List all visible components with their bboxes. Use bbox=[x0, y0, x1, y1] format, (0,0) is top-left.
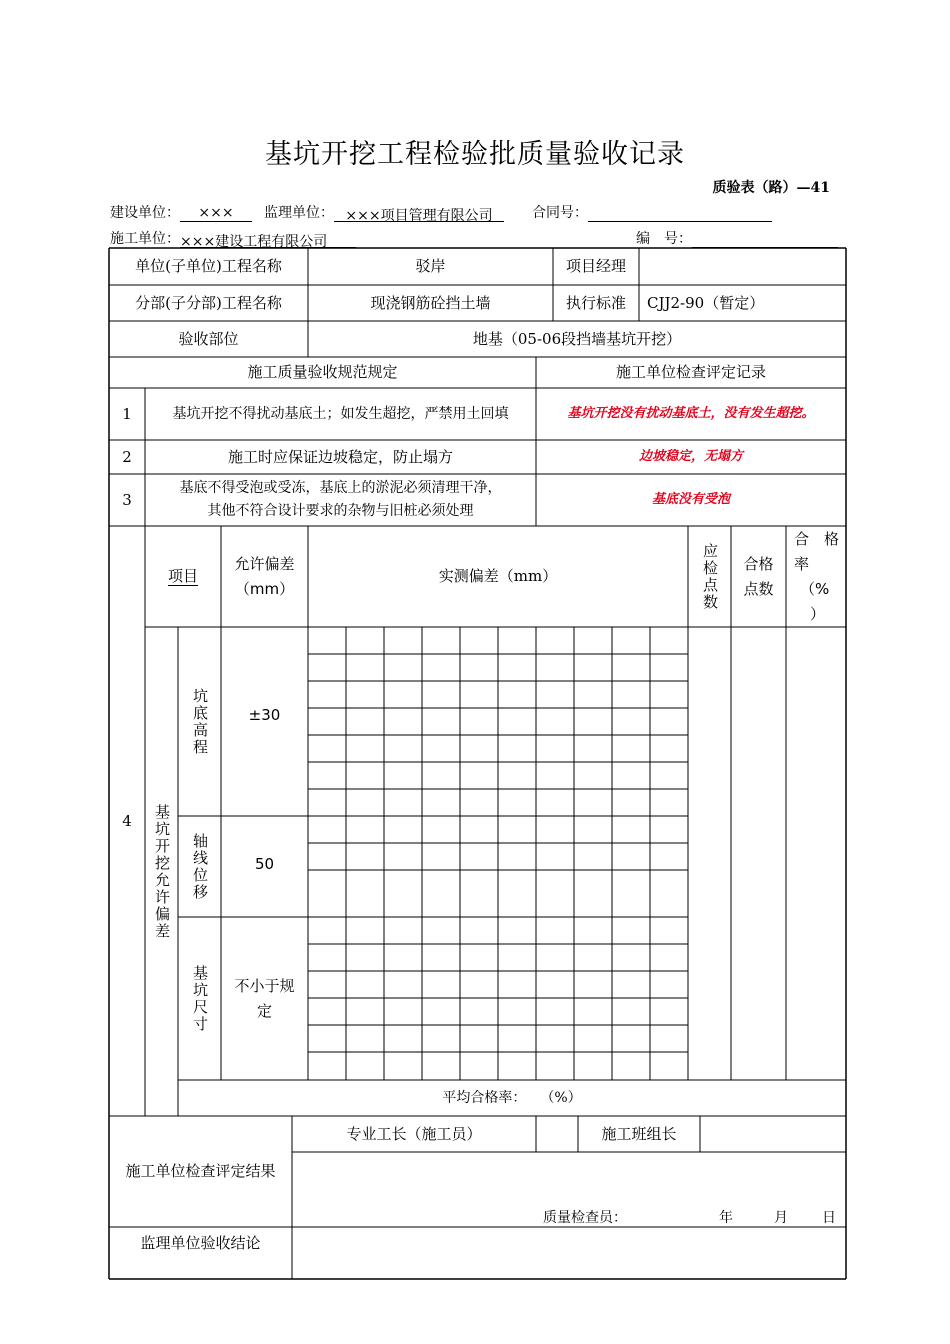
result-label: 施工单位检查评定结果 bbox=[125, 1162, 276, 1180]
builder-field[interactable]: ××× bbox=[180, 205, 252, 222]
date-year: 年 bbox=[719, 1210, 733, 1226]
sub-item-3-name: 基坑尺寸 bbox=[191, 964, 209, 1033]
supervisor-field[interactable]: ×××项目管理有限公司 bbox=[334, 205, 504, 222]
pm-value[interactable] bbox=[639, 248, 846, 285]
item-3-number: 3 bbox=[122, 490, 132, 509]
inspector-label: 质量检查员： bbox=[543, 1210, 627, 1226]
form-number: 质验表（路）—41 bbox=[712, 180, 830, 196]
sub-item-2-allow-text: 50 bbox=[254, 855, 275, 873]
sub-name-label: 分部(子分部)工程名称 bbox=[135, 293, 282, 312]
pass-rate-line1: 合 格 bbox=[794, 529, 840, 548]
foreman-label: 专业工长（施工员） bbox=[346, 1124, 482, 1143]
part-value[interactable]: 地基（05-06段挡墙基坑开挖） bbox=[472, 329, 682, 348]
item-3-spec bbox=[145, 474, 536, 526]
measurement-grid bbox=[308, 627, 688, 1080]
pass-rate-header bbox=[786, 526, 846, 627]
item-2-record[interactable]: 边坡稳定，无塌方 bbox=[638, 449, 743, 464]
part-label: 验收部位 bbox=[178, 329, 239, 348]
supervisor-label: 监理单位： bbox=[264, 205, 334, 221]
deviation-group-label: 基坑开挖允许偏差 bbox=[153, 803, 171, 940]
item-header-text: 项目 bbox=[167, 567, 198, 585]
number-label: 编 号： bbox=[636, 231, 692, 247]
average-pass-rate: 平均合格率： （%） bbox=[442, 1089, 582, 1106]
item-2-spec: 施工时应保证边坡稳定，防止塌方 bbox=[227, 447, 453, 466]
sub-item-1-name: 坑底高程 bbox=[191, 687, 209, 756]
allow-header-line2: （mm） bbox=[234, 579, 295, 598]
contract-label: 合同号： bbox=[532, 205, 588, 221]
item-3-record[interactable]: 基底没有受泡 bbox=[651, 492, 730, 507]
date-day: 日 bbox=[822, 1210, 836, 1226]
sub-name-value[interactable]: 现浇钢筋砼挡土墙 bbox=[370, 293, 491, 312]
sub-item-1-allow-text: ±30 bbox=[248, 706, 281, 724]
page-title: 基坑开挖工程检验批质量验收记录 bbox=[265, 139, 685, 170]
standard-value[interactable]: CJJ2-90（暂定） bbox=[647, 293, 765, 312]
sub-item-1-allow bbox=[221, 627, 308, 816]
check-points-header: 应检点数 bbox=[701, 542, 719, 611]
item-3-spec-line1: 基底不得受泡或受冻，基底上的淤泥必须清理干净， bbox=[179, 480, 502, 496]
supervision-label: 监理单位验收结论 bbox=[140, 1233, 261, 1252]
item-1-record[interactable]: 基坑开挖没有扰动基底土，没有发生超挖。 bbox=[567, 406, 815, 421]
spec-header: 施工质量验收规范规定 bbox=[247, 363, 398, 381]
supervision-conclusion[interactable] bbox=[292, 1227, 846, 1279]
item-2-number: 2 bbox=[122, 447, 132, 466]
sub-item-3-allow: 不小于规定 bbox=[234, 976, 295, 1020]
unit-name-label: 单位(子单位)工程名称 bbox=[135, 257, 282, 275]
allow-header-line1: 允许偏差 bbox=[234, 554, 295, 573]
constructor-label: 施工单位： bbox=[110, 231, 180, 247]
deviation-item-header bbox=[145, 526, 221, 627]
pass-points-text: 合格点数 bbox=[743, 554, 774, 598]
sub-item-2-name: 轴线位移 bbox=[191, 832, 209, 901]
standard-label: 执行标准 bbox=[565, 293, 626, 312]
team-leader-label: 施工班组长 bbox=[601, 1124, 677, 1143]
foreman-signature[interactable] bbox=[536, 1116, 578, 1152]
date-month: 月 bbox=[774, 1210, 788, 1226]
builder-label: 建设单位： bbox=[110, 205, 180, 221]
pass-rate-line4: ） bbox=[810, 604, 826, 623]
item-3-spec-line2: 其他不符合设计要求的杂物与旧桩必须处理 bbox=[207, 503, 474, 519]
item-1-number: 1 bbox=[122, 404, 132, 423]
pm-label: 项目经理 bbox=[565, 257, 626, 275]
pass-points-header bbox=[731, 526, 786, 627]
measured-header: 实测偏差（mm） bbox=[438, 567, 558, 585]
item-4-number: 4 bbox=[122, 811, 132, 830]
team-leader-signature[interactable] bbox=[700, 1116, 846, 1152]
pass-rate-line2: 率 bbox=[794, 554, 810, 573]
item-1-spec: 基坑开挖不得扰动基底土；如发生超挖，严禁用土回填 bbox=[172, 405, 509, 422]
unit-name-value[interactable]: 驳岸 bbox=[415, 257, 446, 275]
record-header: 施工单位检查评定记录 bbox=[615, 363, 766, 381]
constructor-field[interactable]: ×××建设工程有限公司 bbox=[180, 231, 356, 248]
allow-header bbox=[221, 526, 308, 627]
sub-item-2-allow bbox=[221, 816, 308, 917]
pass-rate-line3: （% bbox=[800, 579, 830, 598]
